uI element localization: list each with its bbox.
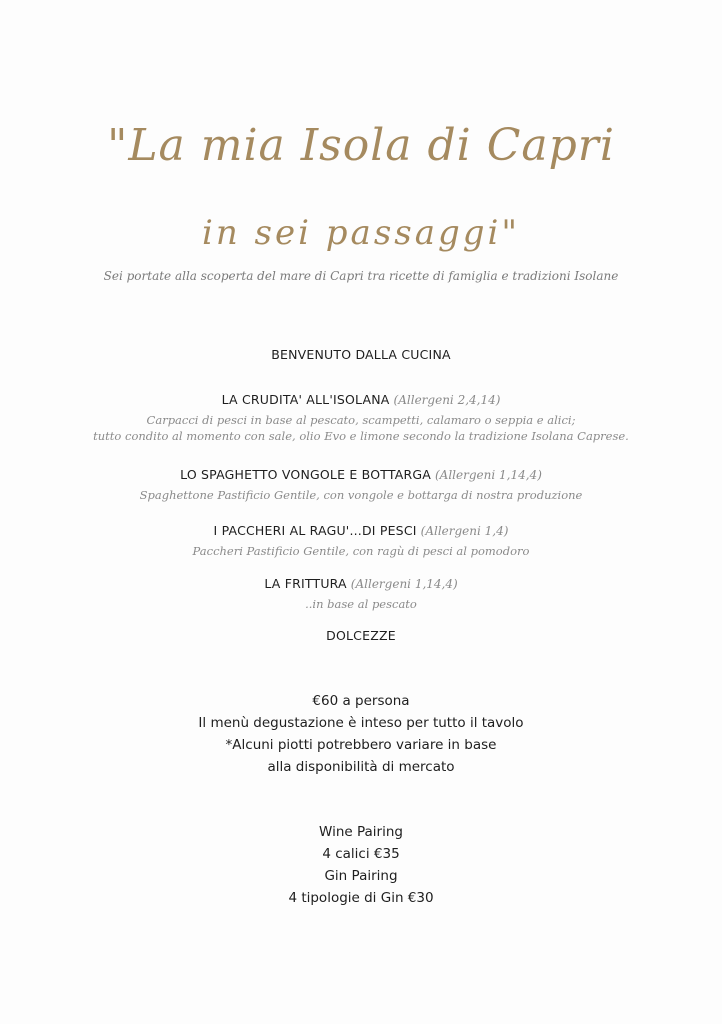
course-title-benvenuto: BENVENUTO DALLA CUCINA bbox=[271, 347, 451, 362]
price-per-person: €60 a persona bbox=[312, 693, 410, 709]
course-crudita bbox=[0, 391, 722, 409]
course-title-frittura: LA FRITTURA bbox=[264, 576, 347, 591]
pairings-block bbox=[0, 821, 722, 909]
pricing-block bbox=[0, 690, 722, 778]
course-description-spaghetto: Spaghettone Pastificio Gentile, con vongole e bottarga di nostra produzione bbox=[139, 488, 583, 502]
pricing-note-market: alla disponibilità di mercato bbox=[267, 759, 455, 775]
course-title-dolcezze: DOLCEZZE bbox=[326, 628, 396, 643]
course-description-frittura: ..in base al pescato bbox=[305, 597, 417, 611]
menu-title-line-2: in sei passaggi" bbox=[201, 213, 521, 253]
course-spaghetto bbox=[0, 466, 722, 484]
menu-title-line-1: "La mia Isola di Capri bbox=[107, 120, 615, 171]
course-paccheri bbox=[0, 522, 722, 540]
course-title-spaghetto: LO SPAGHETTO VONGOLE E BOTTARGA bbox=[180, 467, 431, 482]
course-frittura bbox=[0, 575, 722, 593]
course-allergens-frittura: (Allergeni 1,14,4) bbox=[350, 577, 458, 591]
gin-pairing-label: Gin Pairing bbox=[324, 868, 398, 884]
course-title-paccheri: I PACCHERI AL RAGU'...DI PESCI bbox=[213, 523, 417, 538]
course-allergens-paccheri: (Allergeni 1,4) bbox=[420, 524, 509, 538]
wine-pairing-label: Wine Pairing bbox=[319, 824, 403, 840]
pricing-note-table: Il menù degustazione è inteso per tutto il tavolo bbox=[198, 715, 524, 731]
gin-pairing-price: 4 tipologie di Gin €30 bbox=[288, 890, 434, 906]
course-allergens-spaghetto: (Allergeni 1,14,4) bbox=[435, 468, 542, 482]
course-description-crudita-2: tutto condito al momento con sale, olio Evo e limone secondo la tradizione Isolana Caprese. bbox=[93, 429, 629, 443]
course-description-crudita-1: Carpacci di pesci in base al pescato, scampetti, calamaro o seppia e alici; bbox=[146, 413, 576, 427]
menu-subtitle: Sei portate alla scoperta del mare di Capri tra ricette di famiglia e tradizioni Isolane bbox=[103, 269, 619, 283]
wine-pairing-price: 4 calici €35 bbox=[322, 846, 400, 862]
course-allergens-crudita: (Allergeni 2,4,14) bbox=[393, 393, 501, 407]
course-title-crudita: LA CRUDITA' ALL'ISOLANA bbox=[221, 392, 390, 407]
course-description-paccheri: Paccheri Pastificio Gentile, con ragù di pesci al pomodoro bbox=[192, 544, 530, 558]
pricing-note-variation: *Alcuni piotti potrebbero variare in base bbox=[225, 737, 497, 753]
